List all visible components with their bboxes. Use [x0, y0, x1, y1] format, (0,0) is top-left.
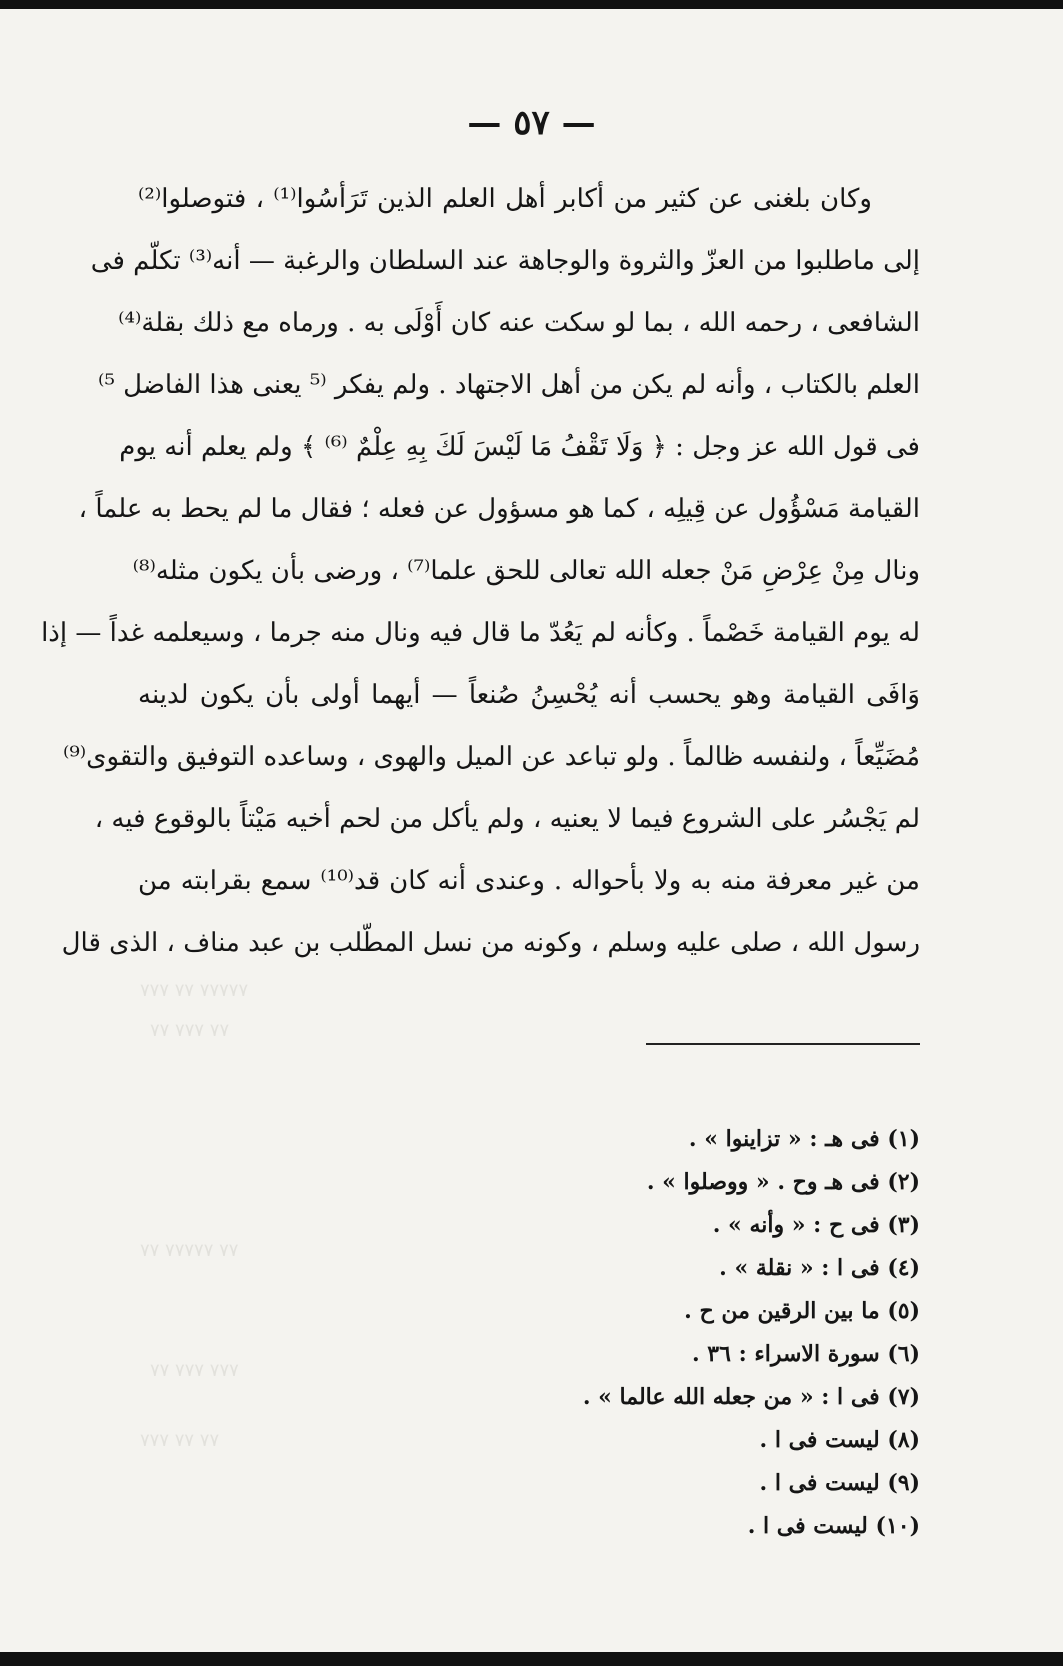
footnotes — [430, 1118, 920, 1548]
body-line: لم يَجْسُر على الشروع فيما لا يعنيه ، ولم يأكل من لحم أخيه مَيْتاً بالوقوع فيه ، — [94, 804, 920, 834]
body-line: من غير معرفة منه به ولا بأحواله . وعندى أنه كان قد⁽¹⁰⁾ سمع بقرابته من — [138, 866, 920, 896]
body-line: له يوم القيامة خَصْماً . وكأنه لم يَعُدّ ما قال فيه ونال منه جرما ، وسيعلمه غداً — إذا — [41, 618, 920, 648]
footnote: (٥) ما بين الرقين من ح . — [684, 1298, 920, 1324]
footnote: (٣) فى ح : « وأنه » . — [712, 1212, 920, 1238]
footnote: (٩) ليست فى ا . — [759, 1470, 920, 1496]
footnote-divider — [646, 1043, 920, 1045]
body-line: الشافعى ، رحمه الله ، بما لو سكت عنه كان أَوْلَى به . ورماه مع ذلك بقلة⁽⁴⁾ — [118, 308, 920, 338]
footnote: (٢) فى هـ وح . « ووصلوا » . — [646, 1169, 920, 1195]
page-number: — ٥٧ — — [467, 103, 596, 143]
body-line: ونال مِنْ عِرْضِ مَنْ جعله الله تعالى للحق علما⁽⁷⁾ ، ورضى بأن يكون مثله⁽⁸⁾ — [132, 556, 920, 586]
footnote: (٧) فى ا : « من جعله الله عالما » . — [582, 1384, 920, 1410]
scan-top-edge — [0, 0, 1063, 9]
body-line: مُضَيِّعاً ، ولنفسه ظالماً . ولو تباعد عن الميل والهوى ، وساعده التوفيق والتقوى⁽⁹⁾ — [62, 742, 920, 772]
footnote: (١٠) ليست فى ا . — [747, 1513, 920, 1539]
footnote: (٦) سورة الاسراء : ٣٦ . — [691, 1341, 920, 1367]
footnote: (٨) ليست فى ا . — [759, 1427, 920, 1453]
footnote: (١) فى هـ : « تزاينوا » . — [688, 1126, 920, 1152]
scan-bottom-edge — [0, 1652, 1063, 1666]
body-line: وكان بلغنى عن كثير من أكابر أهل العلم الذين تَرَأسُوا⁽¹⁾ ، فتوصلوا⁽²⁾ — [138, 184, 872, 214]
body-line: القيامة مَسْؤُول عن قِيلِه ، كما هو مسؤول عن فعله ؛ فقال ما لم يحط به علماً ، — [78, 494, 920, 524]
body-line: إلى ماطلبوا من العزّ والثروة والوجاهة عند السلطان والرغبة — أنه⁽³⁾ تكلّم فى — [90, 246, 920, 276]
body-line: فى قول الله عز وجل : ﴿ وَلَا تَقْفُ مَا لَيْسَ لَكَ بِهِ عِلْمٌ ⁽⁶⁾ ﴾ ولم يعلم أنه يوم — [119, 432, 920, 462]
footnote: (٤) فى ا : « نقلة » . — [719, 1255, 920, 1281]
bleed-through-mark: ۷۷۷ ۷۷ ۷۷ — [140, 1430, 220, 1451]
bleed-through-mark: ۷۷۷ ۷۷ ۷۷۷۷۷ — [140, 980, 249, 1001]
bleed-through-mark: ۷۷ ۷۷۷۷۷ ۷۷ — [140, 1240, 239, 1261]
bleed-through-mark: ۷۷ ۷۷۷ ۷۷۷ — [150, 1360, 239, 1381]
bleed-through-mark: ۷۷ ۷۷۷ ۷۷ — [150, 1020, 230, 1041]
body-line: رسول الله ، صلى عليه وسلم ، وكونه من نسل المطّلب بن عبد مناف ، الذى قال — [61, 928, 920, 958]
body-line: وَافَى القيامة وهو يحسب أنه يُحْسِنُ صُنعاً — أيهما أولى بأن يكون لدينه — [138, 680, 920, 710]
body-line: العلم بالكتاب ، وأنه لم يكن من أهل الاجتهاد . ولم يفكر ⁽⁵ يعنى هذا الفاضل ⁵⁾ — [98, 370, 920, 400]
body-text — [41, 168, 920, 974]
